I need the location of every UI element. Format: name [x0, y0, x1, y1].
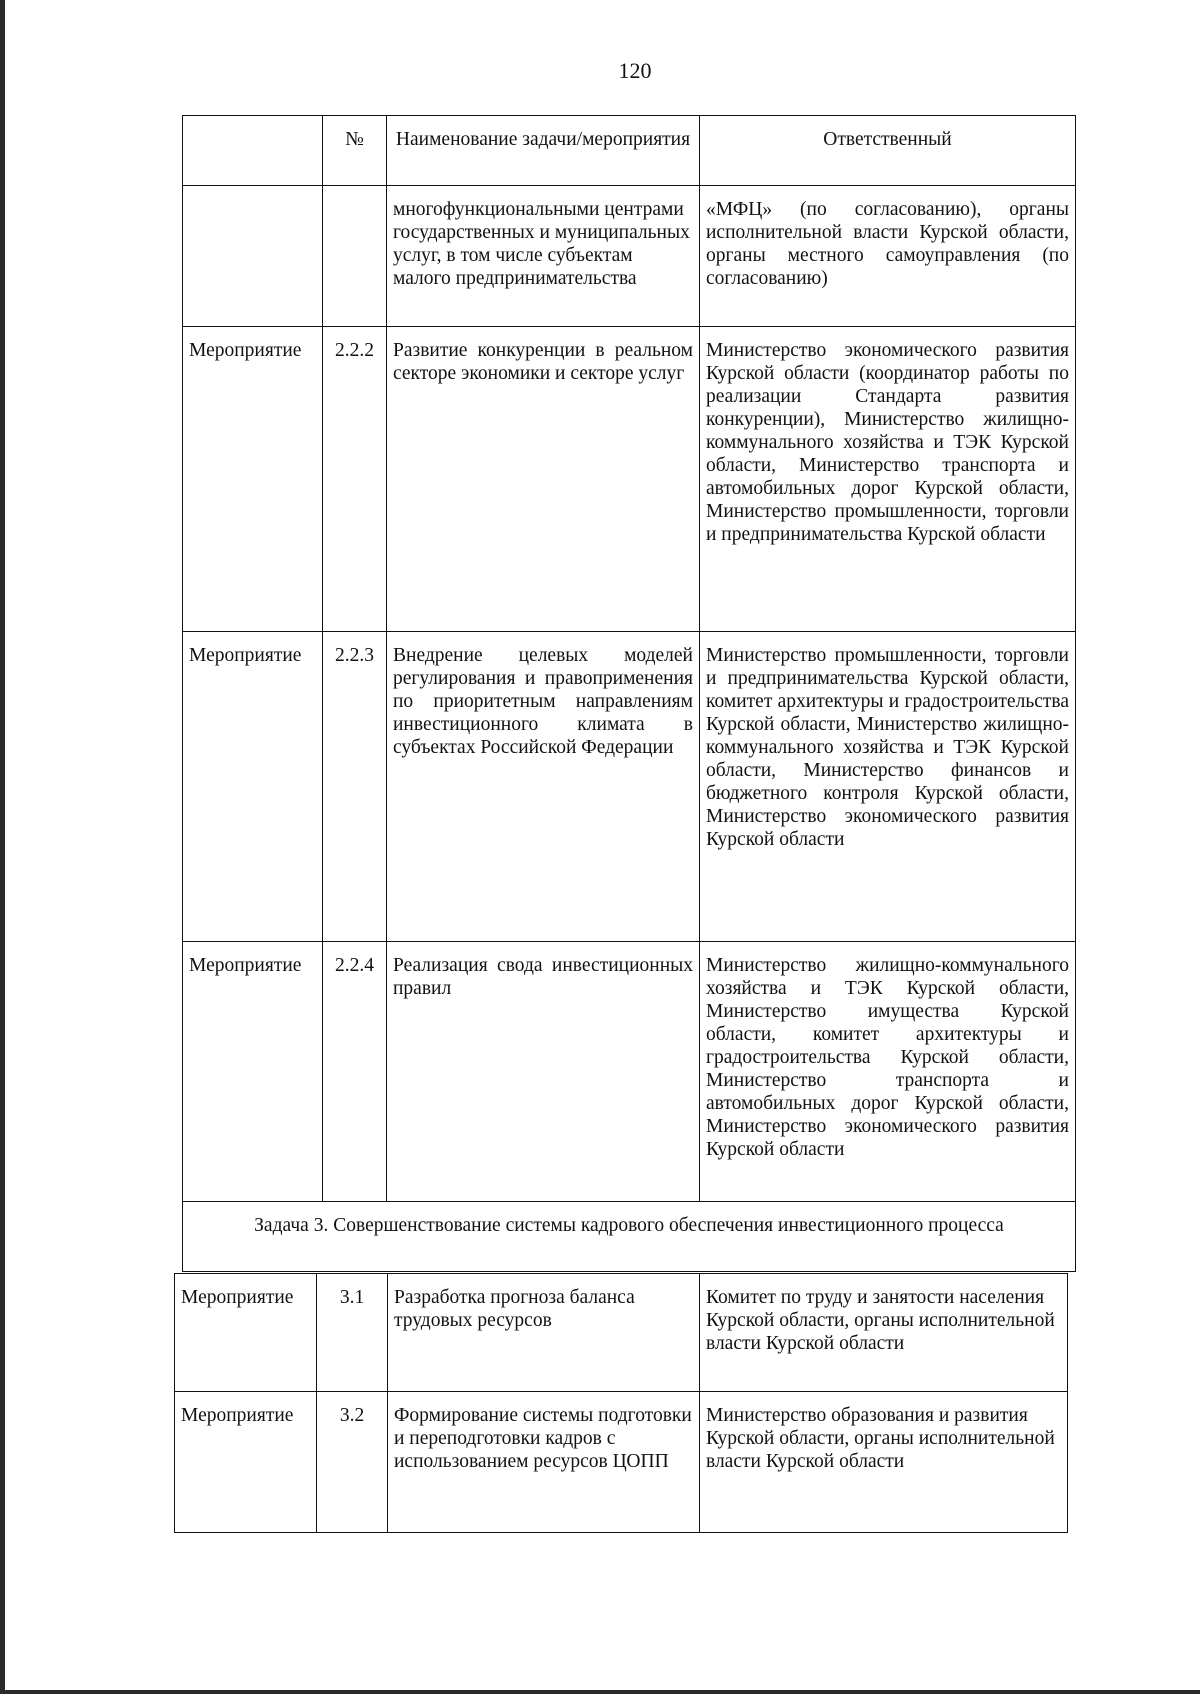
- header-cell-responsible: Ответственный: [700, 116, 1076, 186]
- page-number: 120: [618, 58, 652, 83]
- row-type-cell: Мероприятие: [183, 632, 323, 942]
- row-type-cell: Мероприятие: [183, 942, 323, 1202]
- header-cell-type: [183, 116, 323, 186]
- scan-edge-bottom: [0, 1690, 1200, 1694]
- table-row: [183, 186, 1076, 327]
- row-number-cell: 3.1: [317, 1274, 388, 1392]
- row-name-cell: Внедрение целевых моделей регулирования и правоприменения по приоритетным направлениям инвестиционного климата в субъектах Российской Федерации: [387, 632, 700, 942]
- header-cell-name: Наименование задачи/мероприятия: [387, 116, 700, 186]
- row-name-cell: Развитие конкуренции в реальном секторе экономики и секторе услуг: [387, 327, 700, 632]
- row-responsible-cell: Министерство образования и развития Курской области, органы исполнительной власти Курской области: [700, 1392, 1068, 1533]
- table-row: [183, 942, 1076, 1202]
- scan-edge-left: [0, 0, 5, 1694]
- row-responsible-cell: Министерство экономического развития Курской области (координатор работы по реализации Стандарта развития конкуренции), Министерство жилищно-коммунального хозяйства и ТЭК Курской области, Министерство транспорта и автомобильных дорог Курской области, Министерство промышленности, торговли и предпринимательства Курской области: [700, 327, 1076, 632]
- table-row: [175, 1274, 1068, 1392]
- row-type-cell: Мероприятие: [183, 327, 323, 632]
- row-type-cell: Мероприятие: [175, 1274, 317, 1392]
- row-type-cell: Мероприятие: [175, 1392, 317, 1533]
- row-responsible-cell: «МФЦ» (по согласованию), органы исполнительной власти Курской области, органы местного самоуправления (по согласованию): [700, 186, 1076, 327]
- task-heading-row: [183, 1202, 1076, 1272]
- measures-table-continued: [174, 1273, 1068, 1533]
- task-heading: Задача 3. Совершенствование системы кадрового обеспечения инвестиционного процесса: [183, 1202, 1076, 1272]
- row-name-cell: многофункциональными центрами государственных и муниципальных услуг, в том числе субъектам малого предпринимательства: [387, 186, 700, 327]
- table-row: [183, 632, 1076, 942]
- measures-table: [182, 115, 1076, 1272]
- row-type-cell: [183, 186, 323, 327]
- header-cell-number: №: [323, 116, 387, 186]
- row-name-cell: Формирование системы подготовки и переподготовки кадров с использованием ресурсов ЦОПП: [388, 1392, 700, 1533]
- row-name-cell: Реализация свода инвестиционных правил: [387, 942, 700, 1202]
- row-number-cell: 2.2.4: [323, 942, 387, 1202]
- row-number-cell: 3.2: [317, 1392, 388, 1533]
- row-number-cell: 2.2.3: [323, 632, 387, 942]
- table-row: [183, 327, 1076, 632]
- row-number-cell: 2.2.2: [323, 327, 387, 632]
- row-number-cell: [323, 186, 387, 327]
- table-row: [175, 1392, 1068, 1533]
- row-responsible-cell: Министерство жилищно-коммунального хозяйства и ТЭК Курской области, Министерство имущества Курской области, комитет архитектуры и градостроительства Курской области, Министерство транспорта и автомобильных дорог Курской области, Министерство экономического развития Курской области: [700, 942, 1076, 1202]
- table-header-row: [183, 116, 1076, 186]
- row-name-cell: Разработка прогноза баланса трудовых ресурсов: [388, 1274, 700, 1392]
- row-responsible-cell: Комитет по труду и занятости населения Курской области, органы исполнительной власти Курской области: [700, 1274, 1068, 1392]
- row-responsible-cell: Министерство промышленности, торговли и предпринимательства Курской области, комитет архитектуры и градостроительства Курской области, Министерство жилищно-коммунального хозяйства и ТЭК Курской области, Министерство финансов и бюджетного контроля Курской области, Министерство экономического развития Курской области: [700, 632, 1076, 942]
